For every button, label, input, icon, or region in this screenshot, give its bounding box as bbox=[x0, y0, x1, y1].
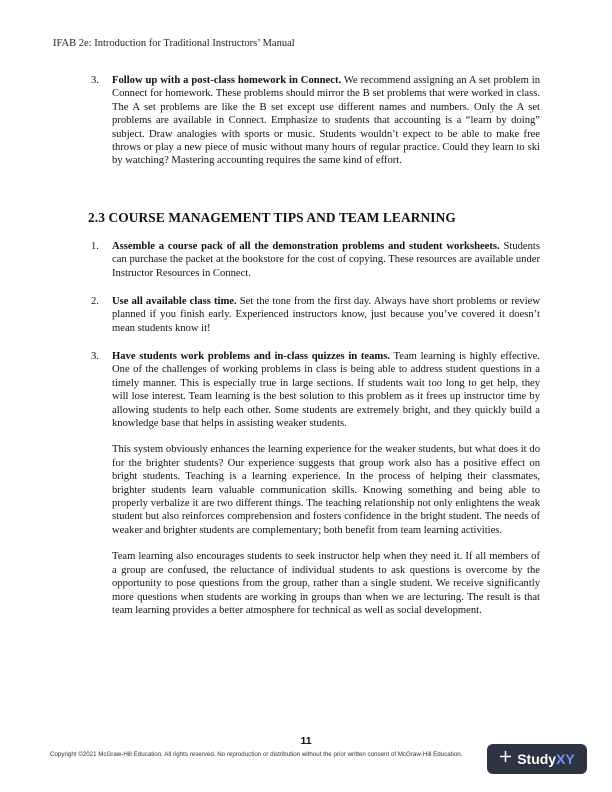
item-paragraph bbox=[112, 240, 540, 280]
item-text: Students can purchase the packet at the bookstore for the cost of copying. These resources are available under Instructor Resources in Connect. bbox=[112, 241, 540, 279]
page-number: 11 bbox=[300, 735, 312, 747]
item-number: 1. bbox=[91, 241, 99, 252]
running-header: IFAB 2e: Introduction for Traditional Instructors’ Manual bbox=[53, 38, 295, 49]
brand-accent: XY bbox=[556, 751, 575, 767]
item-number: 3. bbox=[91, 75, 99, 86]
item-text: Team learning is highly effective. One of the challenges of working problems in class is being able to address student questions in a timely manner. This is especially true in large sections. If students wait too long to get help, they will lose interest. Team learning is the best solution to this problem as it frees up instructor time by allowing students to help each other. Some students are extremely bright, and they quickly build a knowledge base that helps in assisting weaker students. bbox=[112, 351, 541, 430]
copyright-notice: Copyright ©2021 McGraw-Hill Education. All rights reserved. No reproduction or distribution without the prior written consent of McGraw-Hill Education. bbox=[50, 751, 463, 758]
item-text: We recommend assigning an A set problem in Connect for homework. These problems should mirror the B set problems that were worked in class. The A set problems are like the B set except use different names and numbers. Only the A set problems are available in Connect. Emphasize to students that accounting is a “learn by doing” subject. Draw analogies with sports or music. Students wouldn’t expect to be able to make free throws or play a new piece of music without many hours of regular practice. Could they learn to ski by watching? Mastering accounting requires the same kind of effort. bbox=[112, 75, 540, 167]
item-number: 3. bbox=[91, 351, 99, 362]
item-paragraph bbox=[112, 74, 540, 168]
brand-main: Study bbox=[517, 751, 557, 767]
item-paragraph bbox=[112, 350, 540, 430]
plus-icon bbox=[499, 750, 512, 768]
item-lead: Use all available class time. bbox=[112, 296, 237, 307]
top-list-item bbox=[91, 74, 540, 168]
watermark-brand bbox=[517, 751, 575, 767]
item-number: 2. bbox=[91, 296, 99, 307]
item-lead: Assemble a course pack of all the demonstration problems and student worksheets. bbox=[112, 241, 500, 252]
item-lead: Have students work problems and in-class quizzes in teams. bbox=[112, 351, 391, 362]
section-title: 2.3 COURSE MANAGEMENT TIPS AND TEAM LEARNING bbox=[88, 210, 456, 225]
item-paragraph-3: Team learning also encourages students to seek instructor help when they need it. If all members of a group are confused, the reluctance of individual students to ask questions is overcome by the opportunity to pose questions from the group, rather than a single student. We receive significantly more questions when students are working in groups than when we are lecturing. The result is that team learning provides a better atmosphere for technical as well as social development. bbox=[112, 551, 540, 616]
studyxy-watermark[interactable] bbox=[487, 744, 587, 774]
list-item-1 bbox=[91, 240, 540, 280]
item-paragraph bbox=[112, 295, 540, 335]
item-lead: Follow up with a post-class homework in Connect. bbox=[112, 75, 342, 86]
item-paragraph-2: This system obviously enhances the learning experience for the weaker students, but what does it do for the brighter students? Our experience suggests that group work also has a positive effect on bright students. Teaching is a learning experience. In the process of helping their classmates, brighter students learn valuable communication skills. Knowing something and being able to properly verbalize it are two different things. The teaching relationship not only enlightens the weak student but also reinforces comprehension and fosters confidence in the bright student. The needs of weaker and brighter students are complementary; both benefit from team learning activities. bbox=[112, 444, 540, 536]
list-item-2 bbox=[91, 295, 540, 335]
item-text: Set the tone from the first day. Always have short problems or review planned if you finish early. Experienced instructors know, just because you’ve covered it doesn’t mean students know it! bbox=[112, 296, 540, 334]
list-item-3 bbox=[91, 350, 541, 617]
